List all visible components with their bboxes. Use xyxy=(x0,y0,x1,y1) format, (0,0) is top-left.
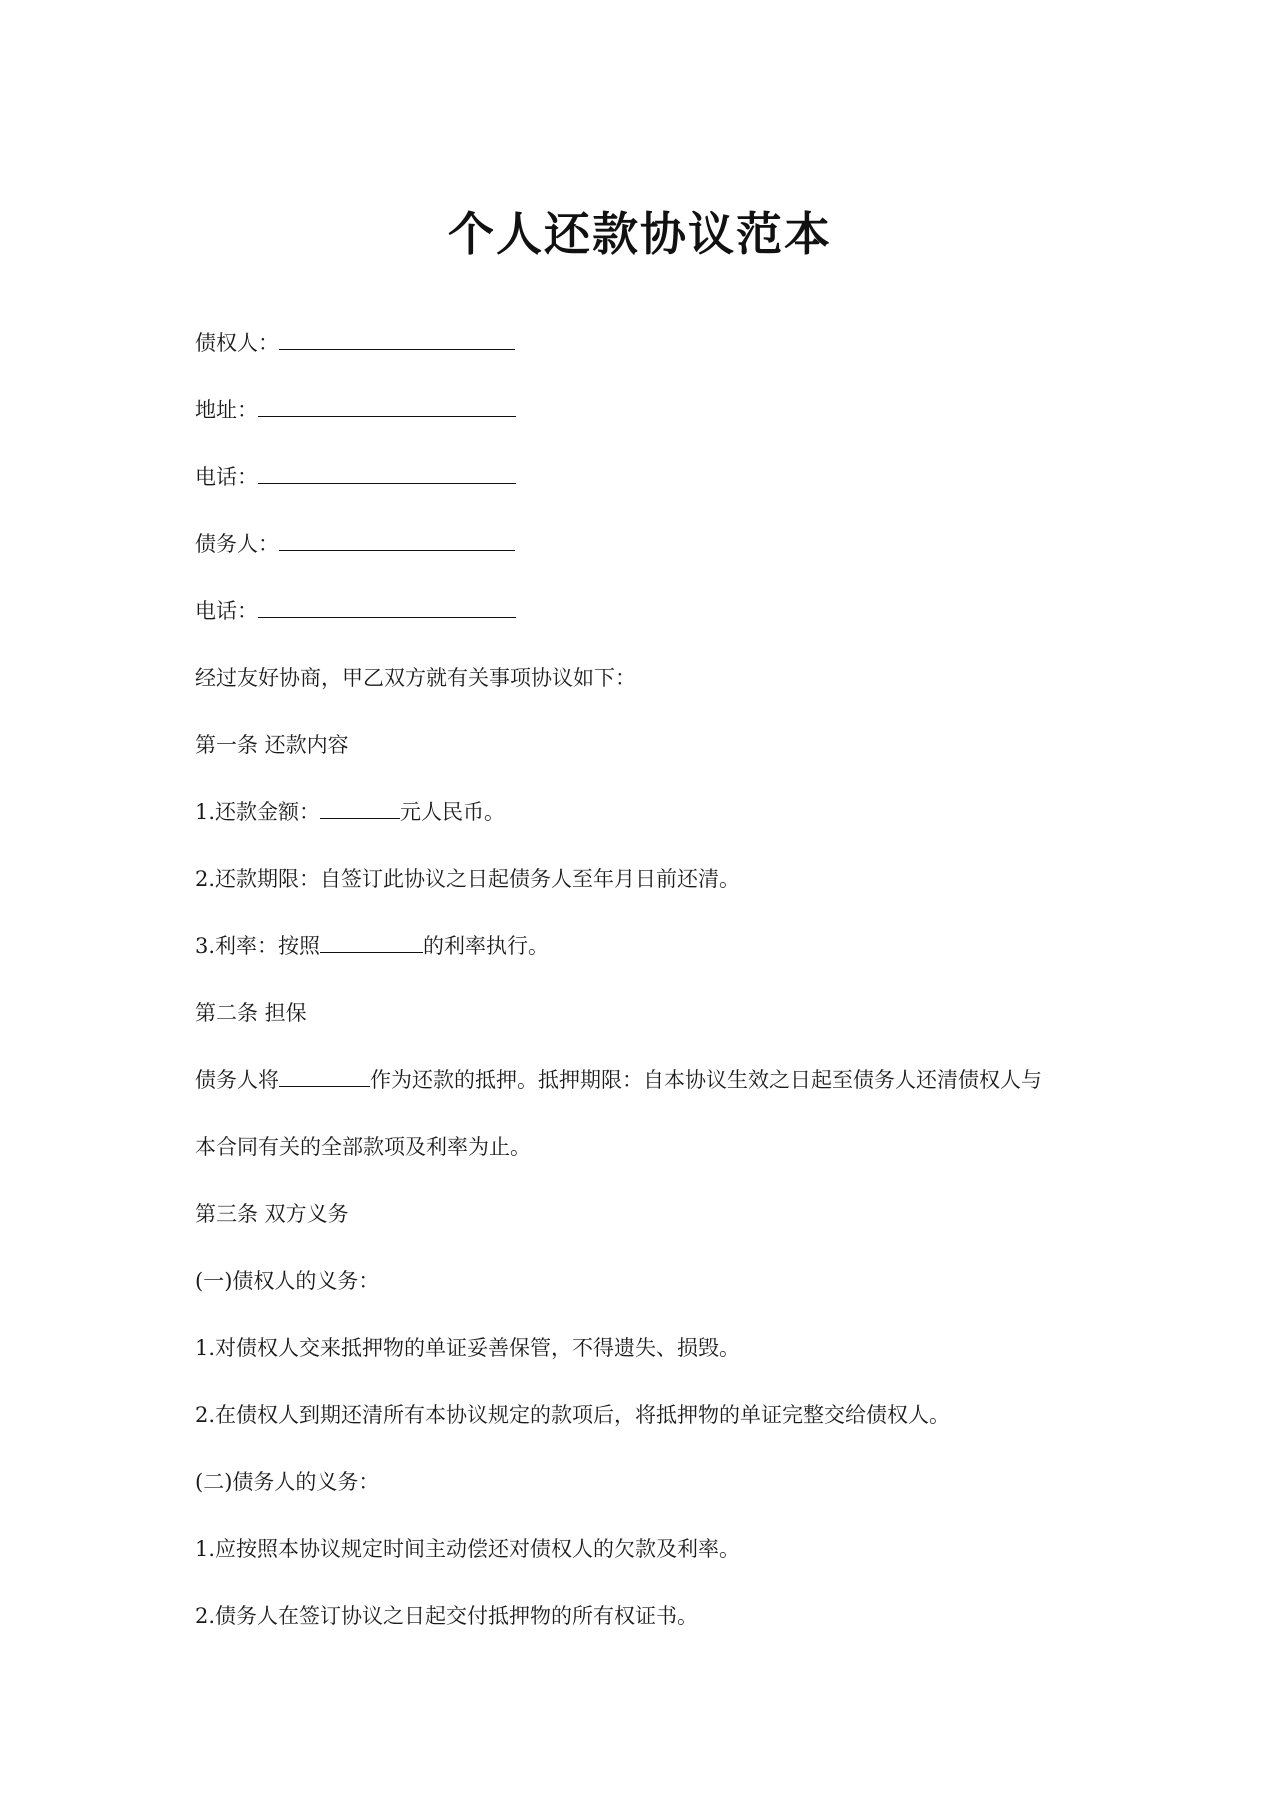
phone-blank-creditor[interactable] xyxy=(258,463,516,484)
article2-paragraph-line2: 本合同有关的全部款项及利率为止。 xyxy=(195,1135,531,1159)
repayment-amount-blank[interactable] xyxy=(320,798,400,819)
phone-field-debtor xyxy=(195,596,516,626)
creditor-obligation-item1: 1.对债权人交来抵押物的单证妥善保管，不得遗失、损毁。 xyxy=(195,1336,741,1360)
article1-item1-prefix: 1.还款金额： xyxy=(195,800,321,824)
phone-blank-debtor[interactable] xyxy=(258,597,516,618)
debtor-blank[interactable] xyxy=(279,530,515,551)
debtor-obligation-item1: 1.应按照本协议规定时间主动偿还对债权人的欠款及利率。 xyxy=(195,1537,741,1561)
article2-para-suffix: 作为还款的抵押。抵押期限：自本协议生效之日起至债务人还清债权人与 xyxy=(370,1068,1042,1092)
article1-item3-prefix: 3.利率：按照 xyxy=(195,934,321,958)
article2-heading: 第二条 担保 xyxy=(195,1001,307,1025)
article1-heading: 第一条 还款内容 xyxy=(195,733,349,757)
creditor-obligations-heading: (一)债权人的义务： xyxy=(195,1269,380,1293)
article3-heading: 第三条 双方义务 xyxy=(195,1202,349,1226)
creditor-blank[interactable] xyxy=(279,329,515,350)
article1-item2: 2.还款期限：自签订此协议之日起债务人至年月日前还清。 xyxy=(195,867,741,891)
collateral-blank[interactable] xyxy=(279,1066,370,1087)
phone-label-debtor: 电话： xyxy=(195,599,258,623)
address-field xyxy=(195,395,516,425)
phone-label-creditor: 电话： xyxy=(195,465,258,489)
article2-paragraph-line1 xyxy=(195,1065,1042,1095)
creditor-field xyxy=(195,328,515,358)
debtor-field xyxy=(195,529,515,559)
debtor-obligations-heading: (二)债务人的义务： xyxy=(195,1470,380,1494)
intro-paragraph: 经过友好协商，甲乙双方就有关事项协议如下： xyxy=(195,666,636,690)
phone-field-creditor xyxy=(195,462,516,492)
debtor-obligation-item2: 2.债务人在签订协议之日起交付抵押物的所有权证书。 xyxy=(195,1604,699,1628)
creditor-obligation-item2: 2.在债权人到期还清所有本协议规定的款项后，将抵押物的单证完整交给债权人。 xyxy=(195,1403,951,1427)
creditor-label: 债权人： xyxy=(195,331,279,355)
article1-item1-suffix: 元人民币。 xyxy=(400,800,506,824)
interest-rate-blank[interactable] xyxy=(320,932,423,953)
address-label: 地址： xyxy=(195,398,258,422)
article1-item3 xyxy=(195,931,549,961)
article1-item1 xyxy=(195,797,505,827)
article1-item3-suffix: 的利率执行。 xyxy=(423,934,550,958)
article2-para-prefix: 债务人将 xyxy=(195,1068,279,1092)
document-title: 个人还款协议范本 xyxy=(448,207,832,261)
debtor-label: 债务人： xyxy=(195,532,279,556)
address-blank[interactable] xyxy=(258,396,516,417)
